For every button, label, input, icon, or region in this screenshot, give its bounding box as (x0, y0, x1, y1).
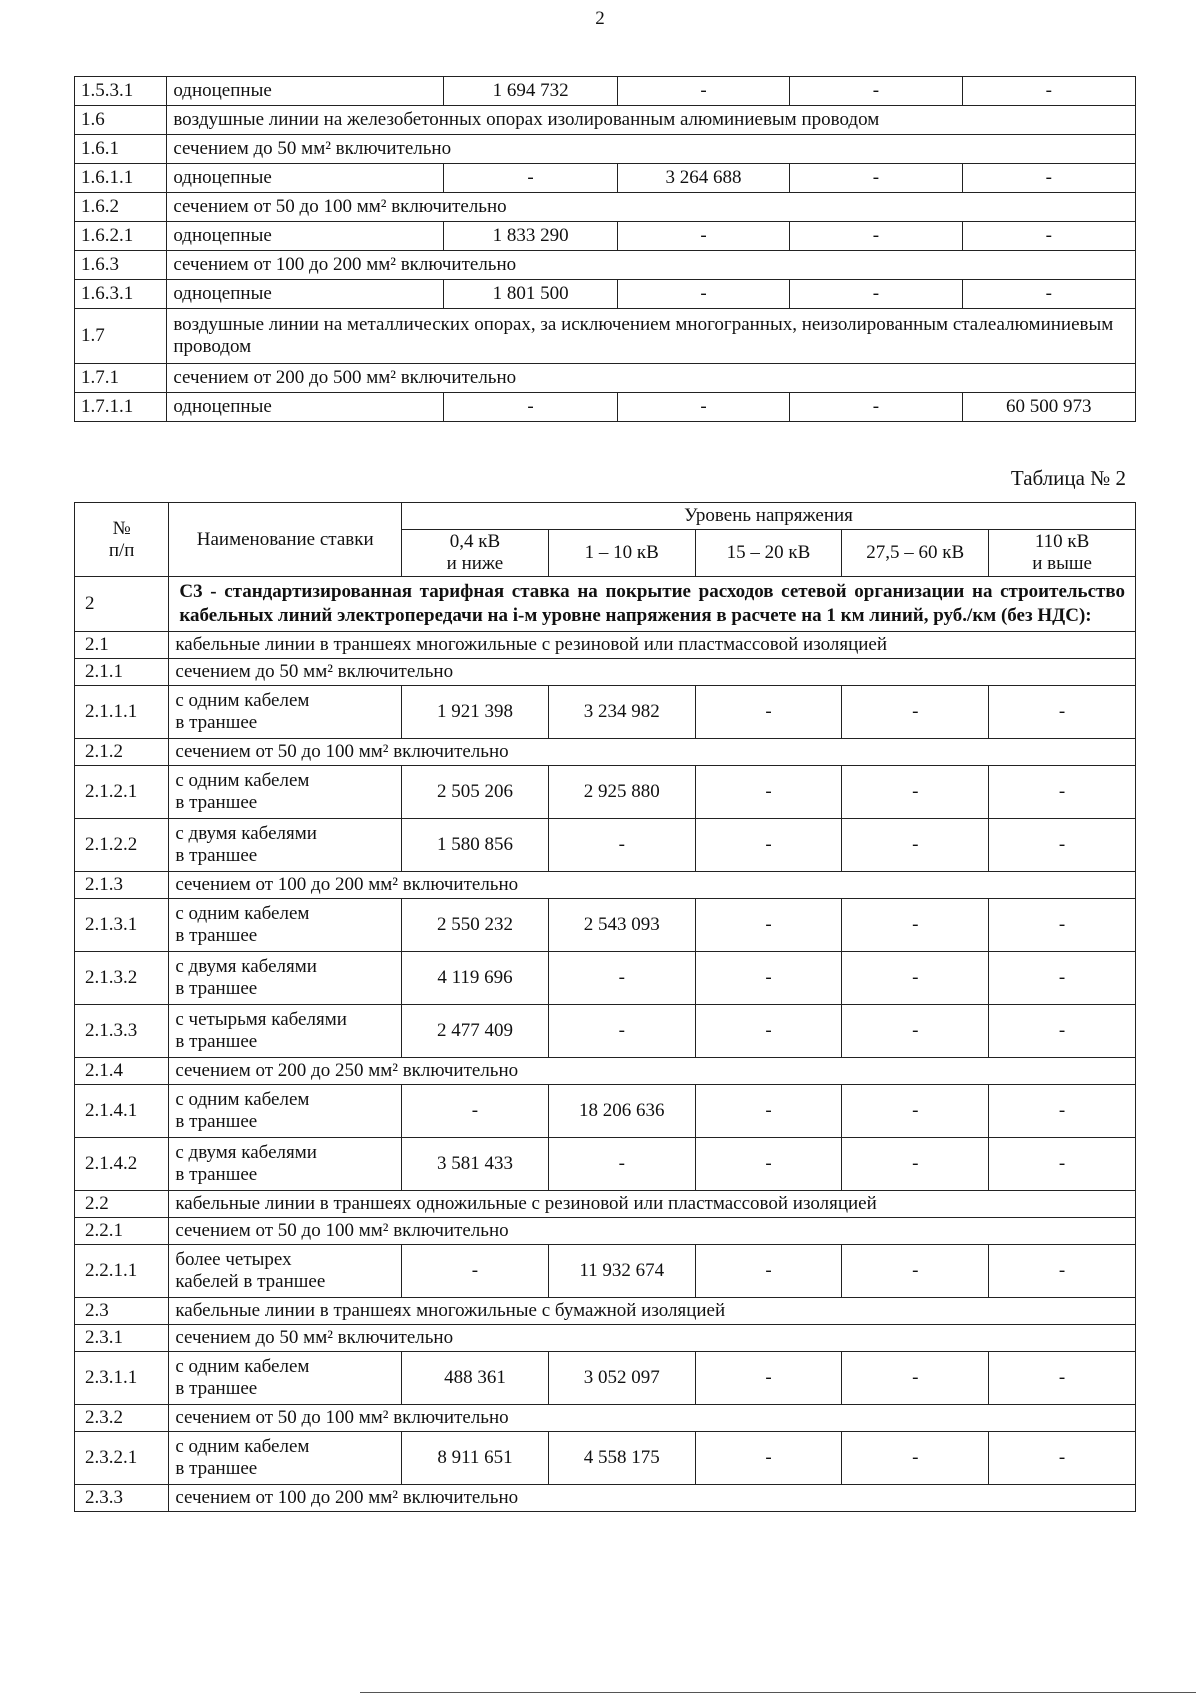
row-number: 1.6.3 (75, 251, 167, 280)
row-number: 2.1.4.2 (75, 1138, 169, 1191)
rate-value: 11 932 674 (548, 1245, 695, 1298)
row-number: 2.1.2.2 (75, 819, 169, 872)
row-name-line2: в траншее (175, 1031, 258, 1052)
row-name (169, 766, 402, 819)
voltage-level-header (695, 530, 842, 577)
row-name-line2: в траншее (175, 845, 258, 866)
row-number: 2.1.3.3 (75, 1005, 169, 1058)
row-name (169, 1085, 402, 1138)
row-number: 2.1.1.1 (75, 686, 169, 739)
rate-value: - (842, 1352, 989, 1405)
rate-value: - (989, 899, 1136, 952)
row-number: 2.2 (75, 1191, 169, 1218)
row-number: 1.7.1.1 (75, 393, 167, 422)
voltage-level-line2: и ниже (446, 553, 504, 574)
row-name: одноцепные (167, 222, 444, 251)
row-description: сечением от 200 до 500 мм² включительно (167, 364, 1136, 393)
row-name-line2: в траншее (175, 978, 258, 999)
row-name: одноцепные (167, 164, 444, 193)
row-description: сечением до 50 мм² включительно (169, 659, 1136, 686)
rate-value: - (617, 393, 789, 422)
rate-value: - (989, 1432, 1136, 1485)
row-description: сечением до 50 мм² включительно (169, 1325, 1136, 1352)
table-row (75, 222, 1136, 251)
rate-value: - (962, 280, 1135, 309)
tariff-table-continuation (74, 76, 1136, 422)
row-number: 2.1.2 (75, 739, 169, 766)
row-name-line2: в траншее (175, 925, 258, 946)
rate-value: 2 477 409 (402, 1005, 549, 1058)
section-row (75, 577, 1136, 632)
row-name-line1: с одним кабелем (175, 1436, 310, 1457)
row-name-line1: с четырьмя кабелями (175, 1009, 347, 1030)
table-row (75, 1485, 1136, 1512)
rate-value: - (842, 899, 989, 952)
row-number: 2.1.4 (75, 1058, 169, 1085)
table-row (75, 1085, 1136, 1138)
rate-value: - (989, 1245, 1136, 1298)
rate-value: - (989, 1005, 1136, 1058)
rate-value: - (842, 1245, 989, 1298)
header-voltage-level: Уровень напряжения (402, 503, 1136, 530)
rate-value: 4 558 175 (548, 1432, 695, 1485)
table2-header (75, 503, 1136, 577)
rate-value: - (695, 1005, 842, 1058)
table-row (75, 899, 1136, 952)
rate-value: - (617, 222, 789, 251)
table-row (75, 364, 1136, 393)
row-name-line2: в траншее (175, 1164, 258, 1185)
table-row (75, 393, 1136, 422)
table-row (75, 1352, 1136, 1405)
row-description: воздушные линии на металлических опорах, за исключением многогранных, неизолированным сталеалюминиевым проводом (167, 309, 1136, 364)
rate-value: - (402, 1245, 549, 1298)
voltage-level-header (402, 530, 549, 577)
table-row (75, 659, 1136, 686)
table-row (75, 106, 1136, 135)
row-name-line1: с одним кабелем (175, 1356, 310, 1377)
row-number: 2.3.1.1 (75, 1352, 169, 1405)
table-row (75, 739, 1136, 766)
rate-value: - (842, 952, 989, 1005)
table-row (75, 77, 1136, 106)
rate-value: - (842, 686, 989, 739)
table-row (75, 766, 1136, 819)
row-description: воздушные линии на железобетонных опорах изолированным алюминиевым проводом (167, 106, 1136, 135)
rate-value: 488 361 (402, 1352, 549, 1405)
rate-value: - (842, 766, 989, 819)
rate-value: 2 550 232 (402, 899, 549, 952)
row-number: 2.2.1.1 (75, 1245, 169, 1298)
row-description: сечением от 100 до 200 мм² включительно (169, 1485, 1136, 1512)
rate-value: - (548, 952, 695, 1005)
rate-value: - (790, 280, 962, 309)
row-description: сечением от 100 до 200 мм² включительно (169, 872, 1136, 899)
row-name-line1: более четырех (175, 1249, 292, 1270)
row-name-line1: с одним кабелем (175, 903, 310, 924)
row-number: 1.6 (75, 106, 167, 135)
rate-value: 1 801 500 (444, 280, 617, 309)
rate-value: - (989, 819, 1136, 872)
rate-value: - (695, 899, 842, 952)
rate-value: 60 500 973 (962, 393, 1135, 422)
rate-value: 2 505 206 (402, 766, 549, 819)
row-name (169, 899, 402, 952)
table1-body (75, 77, 1136, 422)
rate-value: - (695, 686, 842, 739)
rate-value: - (842, 1085, 989, 1138)
row-name-line2: кабелей в траншее (175, 1271, 326, 1292)
rate-value: - (989, 1085, 1136, 1138)
rate-value: - (695, 766, 842, 819)
rate-value: 8 911 651 (402, 1432, 549, 1485)
table-row (75, 1005, 1136, 1058)
table-row (75, 193, 1136, 222)
rate-value: - (548, 819, 695, 872)
voltage-level-line1: 1 – 10 кВ (584, 542, 659, 563)
row-number: 2.3.1 (75, 1325, 169, 1352)
rate-value: - (989, 1138, 1136, 1191)
table-row (75, 251, 1136, 280)
rate-value: - (617, 280, 789, 309)
row-name (169, 1245, 402, 1298)
row-name (169, 1432, 402, 1485)
rate-value: - (695, 819, 842, 872)
rate-value: - (842, 1138, 989, 1191)
row-number: 2.1 (75, 632, 169, 659)
table-row (75, 1245, 1136, 1298)
row-number: 1.6.3.1 (75, 280, 167, 309)
rate-value: - (548, 1005, 695, 1058)
table-caption: Таблица № 2 (1010, 466, 1126, 490)
rate-value: - (444, 393, 617, 422)
row-description: сечением от 50 до 100 мм² включительно (167, 193, 1136, 222)
rate-value: - (962, 222, 1135, 251)
rate-value: - (842, 1005, 989, 1058)
row-number: 2.1.3 (75, 872, 169, 899)
rate-value: - (695, 1138, 842, 1191)
row-number: 2.3.2.1 (75, 1432, 169, 1485)
rate-value: - (962, 77, 1135, 106)
rate-value: 2 543 093 (548, 899, 695, 952)
row-number: 2.3.2 (75, 1405, 169, 1432)
rate-value: - (989, 952, 1136, 1005)
table-row (75, 280, 1136, 309)
row-number: 1.7 (75, 309, 167, 364)
rate-value: 18 206 636 (548, 1085, 695, 1138)
row-name-line1: с одним кабелем (175, 770, 310, 791)
table-row (75, 1191, 1136, 1218)
row-name (169, 686, 402, 739)
row-name-line2: в траншее (175, 1111, 258, 1132)
table-row (75, 686, 1136, 739)
rate-value: - (695, 1352, 842, 1405)
page-bottom-rule (360, 1692, 1196, 1693)
rate-value: 1 921 398 (402, 686, 549, 739)
row-name (169, 819, 402, 872)
row-name-line1: с одним кабелем (175, 1089, 310, 1110)
table-row (75, 164, 1136, 193)
rate-value: - (790, 393, 962, 422)
rate-value: - (989, 686, 1136, 739)
rate-value: - (695, 1432, 842, 1485)
row-name (169, 1352, 402, 1405)
row-number: 2.1.4.1 (75, 1085, 169, 1138)
row-number: 1.7.1 (75, 364, 167, 393)
row-name-line2: в траншее (175, 1378, 258, 1399)
voltage-level-header (989, 530, 1136, 577)
voltage-level-line1: 15 – 20 кВ (726, 542, 811, 563)
rate-value: 4 119 696 (402, 952, 549, 1005)
rate-value: - (989, 766, 1136, 819)
voltage-level-line1: 0,4 кВ (449, 531, 501, 552)
row-name (169, 1005, 402, 1058)
rate-value: - (695, 952, 842, 1005)
row-description: сечением до 50 мм² включительно (167, 135, 1136, 164)
row-description: сечением от 50 до 100 мм² включительно (169, 1405, 1136, 1432)
table-row (75, 1432, 1136, 1485)
row-description: кабельные линии в траншеях одножильные с резиновой или пластмассовой изоляцией (169, 1191, 1136, 1218)
rate-value: - (548, 1138, 695, 1191)
rate-value: 3 264 688 (617, 164, 789, 193)
table-row (75, 1138, 1136, 1191)
row-name: одноцепные (167, 280, 444, 309)
rate-value: - (842, 1432, 989, 1485)
row-name-line1: с двумя кабелями (175, 823, 317, 844)
rate-value: 1 833 290 (444, 222, 617, 251)
row-number: 2.3.3 (75, 1485, 169, 1512)
rate-value: - (790, 164, 962, 193)
table-row (75, 1218, 1136, 1245)
row-number: 2.3 (75, 1298, 169, 1325)
table-row (75, 135, 1136, 164)
table-row (75, 952, 1136, 1005)
row-description: сечением от 50 до 100 мм² включительно (169, 1218, 1136, 1245)
header-rate-name: Наименование ставки (169, 503, 402, 577)
row-description: сечением от 100 до 200 мм² включительно (167, 251, 1136, 280)
row-number: 1.6.2.1 (75, 222, 167, 251)
table-row (75, 632, 1136, 659)
row-number: 1.6.1 (75, 135, 167, 164)
row-name-line2: в траншее (175, 712, 258, 733)
rate-value: 3 052 097 (548, 1352, 695, 1405)
row-name-line1: с одним кабелем (175, 690, 310, 711)
row-name: одноцепные (167, 393, 444, 422)
section-title: С3 - стандартизированная тарифная ставка на покрытие расходов сетевой организации на строительство кабельных линий электропередачи на i-м уровне напряжения в расчете на 1 км линий, руб./км (без НДС): (169, 577, 1136, 632)
table2-body (75, 577, 1136, 1512)
rate-value: - (842, 819, 989, 872)
rate-value: - (695, 1245, 842, 1298)
voltage-level-line1: 27,5 – 60 кВ (866, 542, 965, 563)
table-row (75, 1325, 1136, 1352)
row-description: кабельные линии в траншеях многожильные с бумажной изоляцией (169, 1298, 1136, 1325)
row-description: сечением от 200 до 250 мм² включительно (169, 1058, 1136, 1085)
rate-value: 3 234 982 (548, 686, 695, 739)
rate-value: - (444, 164, 617, 193)
row-name-line1: с двумя кабелями (175, 1142, 317, 1163)
row-name-line2: в траншее (175, 792, 258, 813)
table-row (75, 1405, 1136, 1432)
voltage-level-line1: 110 кВ (1034, 531, 1090, 552)
table-row (75, 1298, 1136, 1325)
rate-value: - (695, 1085, 842, 1138)
row-name (169, 952, 402, 1005)
row-name: одноцепные (167, 77, 444, 106)
rate-value: 1 580 856 (402, 819, 549, 872)
row-description: кабельные линии в траншеях многожильные с резиновой или пластмассовой изоляцией (169, 632, 1136, 659)
table-row (75, 819, 1136, 872)
row-number: 2.1.2.1 (75, 766, 169, 819)
rate-value: 3 581 433 (402, 1138, 549, 1191)
rate-value: - (790, 77, 962, 106)
rate-value: - (989, 1352, 1136, 1405)
rate-value: - (617, 77, 789, 106)
row-number: 2.1.3.2 (75, 952, 169, 1005)
row-name (169, 1138, 402, 1191)
row-number: 1.6.1.1 (75, 164, 167, 193)
row-number: 2.2.1 (75, 1218, 169, 1245)
voltage-level-line2: и выше (1032, 553, 1092, 574)
row-name-line2: в траншее (175, 1458, 258, 1479)
rate-value: - (402, 1085, 549, 1138)
rate-value: - (962, 164, 1135, 193)
row-number: 2.1.1 (75, 659, 169, 686)
row-number: 1.5.3.1 (75, 77, 167, 106)
voltage-level-header (548, 530, 695, 577)
row-number: 1.6.2 (75, 193, 167, 222)
table-row (75, 309, 1136, 364)
row-description: сечением от 50 до 100 мм² включительно (169, 739, 1136, 766)
row-number: 2.1.3.1 (75, 899, 169, 952)
tariff-table-2 (74, 502, 1136, 1512)
rate-value: - (790, 222, 962, 251)
table-row (75, 872, 1136, 899)
section-id: 2 (75, 577, 169, 632)
row-name-line1: с двумя кабелями (175, 956, 317, 977)
table-row (75, 1058, 1136, 1085)
rate-value: 2 925 880 (548, 766, 695, 819)
voltage-level-header (842, 530, 989, 577)
header-number: № п/п (75, 503, 169, 577)
rate-value: 1 694 732 (444, 77, 617, 106)
page-number: 2 (595, 8, 605, 29)
